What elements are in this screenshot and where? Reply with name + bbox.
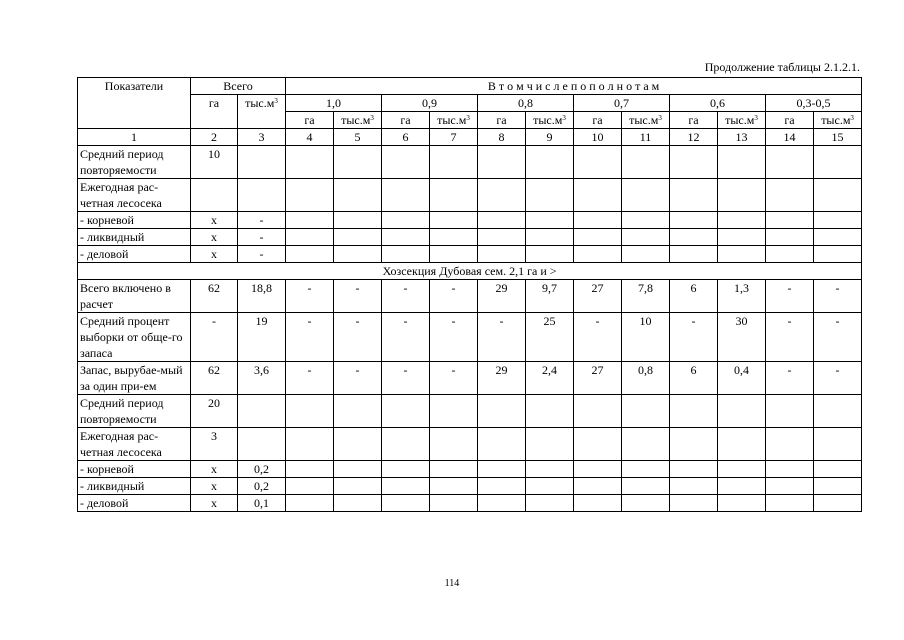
table-cell: [718, 212, 766, 229]
table-cell: х: [191, 495, 238, 512]
page-number: 114: [444, 578, 460, 589]
table-cell: [286, 146, 334, 179]
table-cell: 6: [670, 362, 718, 395]
table-cell: [574, 179, 622, 212]
column-number: 1: [78, 129, 191, 146]
density-5: 0,6: [670, 95, 766, 112]
table-cell: -: [814, 313, 862, 362]
table-cell: 25: [526, 313, 574, 362]
table-cell: 0,8: [622, 362, 670, 395]
unit-ha: га: [574, 112, 622, 129]
table-cell: 62: [191, 362, 238, 395]
table-cell: 18,8: [238, 280, 286, 313]
table-row: [78, 246, 862, 263]
table-cell: -: [814, 280, 862, 313]
unit-thous-m3: $тыс.м^3$: [430, 112, 478, 129]
table-cell: [286, 478, 334, 495]
table-cell: [430, 495, 478, 512]
table-cell: 0,4: [718, 362, 766, 395]
row-label: - деловой: [78, 495, 191, 512]
table-row: [78, 179, 862, 212]
unit-thous-m3: $тыс.м^3$: [814, 112, 862, 129]
table-row: [78, 146, 862, 179]
table-cell: [574, 478, 622, 495]
table-cell: [574, 146, 622, 179]
table-cell: [430, 478, 478, 495]
table-cell: [382, 229, 430, 246]
table-cell: [286, 246, 334, 263]
table-cell: [382, 495, 430, 512]
table-cell: [478, 395, 526, 428]
table-cell: 27: [574, 362, 622, 395]
table-cell: 10: [191, 146, 238, 179]
table-cell: [574, 246, 622, 263]
table-cell: [238, 146, 286, 179]
table-cell: [574, 428, 622, 461]
table-row: [78, 229, 862, 246]
table-cell: [478, 212, 526, 229]
table-cell: [334, 229, 382, 246]
table-cell: [430, 395, 478, 428]
column-number: 13: [718, 129, 766, 146]
density-1: 1,0: [286, 95, 382, 112]
table-cell: 0,2: [238, 461, 286, 478]
table-cell: -: [766, 313, 814, 362]
table-cell: 9,7: [526, 280, 574, 313]
table-cell: -: [766, 362, 814, 395]
table-cell: [334, 478, 382, 495]
table-cell: [334, 395, 382, 428]
section-title: Хозсекция Дубовая сем. 2,1 га и >: [78, 263, 862, 280]
table-cell: [526, 229, 574, 246]
table-row: [78, 212, 862, 229]
table-cell: -: [286, 362, 334, 395]
header-including-density: В т о м ч и с л е п о п о л н о т а м: [286, 78, 862, 95]
table-cell: [766, 179, 814, 212]
table-cell: [430, 428, 478, 461]
table-cell: [286, 428, 334, 461]
table-cell: -: [430, 313, 478, 362]
column-number: 5: [334, 129, 382, 146]
column-number: 9: [526, 129, 574, 146]
table-cell: 0,1: [238, 495, 286, 512]
column-number: 6: [382, 129, 430, 146]
table-cell: -: [814, 362, 862, 395]
table-cell: 29: [478, 280, 526, 313]
table-cell: [382, 212, 430, 229]
table-row: [78, 495, 862, 512]
table-cell: х: [191, 246, 238, 263]
table-cell: 10: [622, 313, 670, 362]
table-cell: 2,4: [526, 362, 574, 395]
table-cell: [718, 146, 766, 179]
table-cell: [622, 229, 670, 246]
table-cell: [574, 395, 622, 428]
column-number: 15: [814, 129, 862, 146]
table-row: [78, 280, 862, 313]
table-cell: [382, 146, 430, 179]
table-row: [78, 461, 862, 478]
table-cell: [766, 229, 814, 246]
table-cell: [382, 246, 430, 263]
header-row-2: [78, 95, 862, 112]
density-2: 0,9: [382, 95, 478, 112]
column-number: 7: [430, 129, 478, 146]
table-cell: [334, 246, 382, 263]
table-cell: -: [478, 313, 526, 362]
table-cell: [191, 179, 238, 212]
table-cell: -: [286, 280, 334, 313]
table-cell: 62: [191, 280, 238, 313]
table-cell: [526, 428, 574, 461]
table-cell: х: [191, 478, 238, 495]
table-cell: [430, 246, 478, 263]
table-cell: -: [382, 362, 430, 395]
table-cell: [718, 246, 766, 263]
table-cell: [670, 461, 718, 478]
table-cell: 3: [191, 428, 238, 461]
table-cell: [718, 229, 766, 246]
table-cell: [334, 179, 382, 212]
density-6: 0,3-0,5: [766, 95, 862, 112]
table-cell: [622, 179, 670, 212]
table-row: [78, 428, 862, 461]
table-caption: Продолжение таблицы 2.1.2.1.: [704, 60, 860, 74]
table-cell: [814, 428, 862, 461]
table-cell: [574, 212, 622, 229]
row-label: Всего включено в расчет: [78, 280, 191, 313]
table-cell: [526, 478, 574, 495]
table-cell: [526, 246, 574, 263]
table-cell: 0,2: [238, 478, 286, 495]
density-4: 0,7: [574, 95, 670, 112]
table-cell: [430, 461, 478, 478]
table-cell: -: [766, 280, 814, 313]
table-cell: [334, 146, 382, 179]
column-number: 8: [478, 129, 526, 146]
table-cell: [478, 461, 526, 478]
table-cell: х: [191, 229, 238, 246]
table-cell: [526, 395, 574, 428]
row-label: Запас, вырубае-мый за один при-ем: [78, 362, 191, 395]
column-number: 11: [622, 129, 670, 146]
unit-thous-m3: $тыс.м^3$: [718, 112, 766, 129]
table-cell: [622, 395, 670, 428]
table-cell: [670, 246, 718, 263]
table-cell: [814, 212, 862, 229]
table-cell: [766, 246, 814, 263]
header-total: Всего: [191, 78, 286, 95]
table-row: [78, 478, 862, 495]
column-number: 3: [238, 129, 286, 146]
unit-ha: га: [286, 112, 334, 129]
table-cell: [670, 395, 718, 428]
forest-table: [77, 77, 862, 512]
table-cell: 29: [478, 362, 526, 395]
column-number: 4: [286, 129, 334, 146]
table-cell: [718, 395, 766, 428]
unit-thous-m3: $тыс.м^3$: [526, 112, 574, 129]
row-label: Средний процент выборки от обще-го запаса: [78, 313, 191, 362]
table-cell: [286, 461, 334, 478]
table-cell: [622, 246, 670, 263]
table-cell: [718, 179, 766, 212]
table-cell: [478, 146, 526, 179]
table-cell: [478, 179, 526, 212]
column-number: 14: [766, 129, 814, 146]
table-cell: -: [238, 229, 286, 246]
table-cell: 7,8: [622, 280, 670, 313]
table-cell: [814, 229, 862, 246]
header-total-ha: га: [191, 95, 238, 129]
table-cell: [670, 428, 718, 461]
table-cell: [622, 495, 670, 512]
table-cell: 30: [718, 313, 766, 362]
table-cell: [622, 428, 670, 461]
table-cell: [766, 146, 814, 179]
unit-thous-m3: $тыс.м^3$: [334, 112, 382, 129]
table-cell: [430, 179, 478, 212]
table-cell: [670, 478, 718, 495]
table-cell: [622, 461, 670, 478]
table-cell: [286, 495, 334, 512]
table-cell: [766, 428, 814, 461]
table-cell: -: [430, 362, 478, 395]
table-cell: -: [574, 313, 622, 362]
table-cell: 6: [670, 280, 718, 313]
table-cell: -: [670, 313, 718, 362]
table-cell: -: [238, 246, 286, 263]
table-cell: [766, 395, 814, 428]
table-cell: [766, 461, 814, 478]
row-label: - корневой: [78, 212, 191, 229]
table-cell: [478, 229, 526, 246]
section-row: [78, 263, 862, 280]
table-cell: [574, 229, 622, 246]
table-cell: [286, 212, 334, 229]
table-cell: [286, 229, 334, 246]
table-cell: [670, 495, 718, 512]
table-cell: 19: [238, 313, 286, 362]
row-label: Средний период повторяемости: [78, 146, 191, 179]
row-label: - ликвидный: [78, 229, 191, 246]
table-cell: [334, 212, 382, 229]
table-cell: [238, 395, 286, 428]
unit-ha: га: [766, 112, 814, 129]
table-cell: [334, 495, 382, 512]
table-cell: [622, 478, 670, 495]
table-cell: -: [382, 313, 430, 362]
table-row: [78, 313, 862, 362]
table-cell: [526, 212, 574, 229]
table-cell: [526, 461, 574, 478]
header-indicators: Показатели: [78, 78, 191, 129]
table-cell: [670, 212, 718, 229]
row-label: Средний период повторяемости: [78, 395, 191, 428]
table-cell: [382, 478, 430, 495]
table-cell: [382, 179, 430, 212]
table-cell: -: [191, 313, 238, 362]
table-cell: [670, 146, 718, 179]
table-cell: [814, 246, 862, 263]
table-cell: [238, 428, 286, 461]
table-cell: х: [191, 212, 238, 229]
row-label: - деловой: [78, 246, 191, 263]
table-cell: [478, 478, 526, 495]
unit-thous-m3: $тыс.м^3$: [622, 112, 670, 129]
table-cell: [334, 461, 382, 478]
table-cell: х: [191, 461, 238, 478]
table-cell: [814, 495, 862, 512]
table-cell: [382, 428, 430, 461]
unit-ha: га: [478, 112, 526, 129]
column-number-row: [78, 129, 862, 146]
table-cell: [430, 229, 478, 246]
table-cell: [526, 495, 574, 512]
density-3: 0,8: [478, 95, 574, 112]
table-cell: [814, 478, 862, 495]
table-cell: [478, 495, 526, 512]
column-number: 2: [191, 129, 238, 146]
table-cell: [718, 495, 766, 512]
table-cell: [670, 229, 718, 246]
table-cell: [718, 428, 766, 461]
table-cell: -: [334, 313, 382, 362]
table-cell: [430, 146, 478, 179]
table-cell: -: [430, 280, 478, 313]
table-cell: [478, 428, 526, 461]
header-row-1: [78, 78, 862, 95]
table-cell: [430, 212, 478, 229]
table-cell: [766, 478, 814, 495]
table-cell: [526, 179, 574, 212]
table-cell: [718, 461, 766, 478]
table-row: [78, 395, 862, 428]
table-cell: [622, 146, 670, 179]
table-cell: -: [334, 280, 382, 313]
table-cell: -: [382, 280, 430, 313]
table-cell: 1,3: [718, 280, 766, 313]
table-cell: [526, 146, 574, 179]
row-label: Ежегодная рас-четная лесосека: [78, 428, 191, 461]
unit-ha: га: [670, 112, 718, 129]
header-total-thous-m3: $тыс.м^3$: [238, 95, 286, 129]
table-cell: [286, 395, 334, 428]
table-cell: [286, 179, 334, 212]
row-label: - корневой: [78, 461, 191, 478]
table-cell: [334, 428, 382, 461]
table-cell: 27: [574, 280, 622, 313]
unit-ha: га: [382, 112, 430, 129]
table-cell: [814, 461, 862, 478]
column-number: 12: [670, 129, 718, 146]
table-cell: 20: [191, 395, 238, 428]
table-cell: [622, 212, 670, 229]
table-cell: -: [286, 313, 334, 362]
table-cell: [766, 495, 814, 512]
table-cell: -: [238, 212, 286, 229]
table-cell: [238, 179, 286, 212]
table-cell: -: [334, 362, 382, 395]
row-label: Ежегодная рас-четная лесосека: [78, 179, 191, 212]
table-cell: 3,6: [238, 362, 286, 395]
table-cell: [574, 461, 622, 478]
table-cell: [814, 146, 862, 179]
table-cell: [574, 495, 622, 512]
column-number: 10: [574, 129, 622, 146]
table-row: [78, 362, 862, 395]
table-cell: [766, 212, 814, 229]
table-cell: [814, 179, 862, 212]
table-cell: [382, 395, 430, 428]
table-cell: [382, 461, 430, 478]
table-cell: [478, 246, 526, 263]
table-cell: [670, 179, 718, 212]
row-label: - ликвидный: [78, 478, 191, 495]
table-cell: [718, 478, 766, 495]
table-cell: [814, 395, 862, 428]
